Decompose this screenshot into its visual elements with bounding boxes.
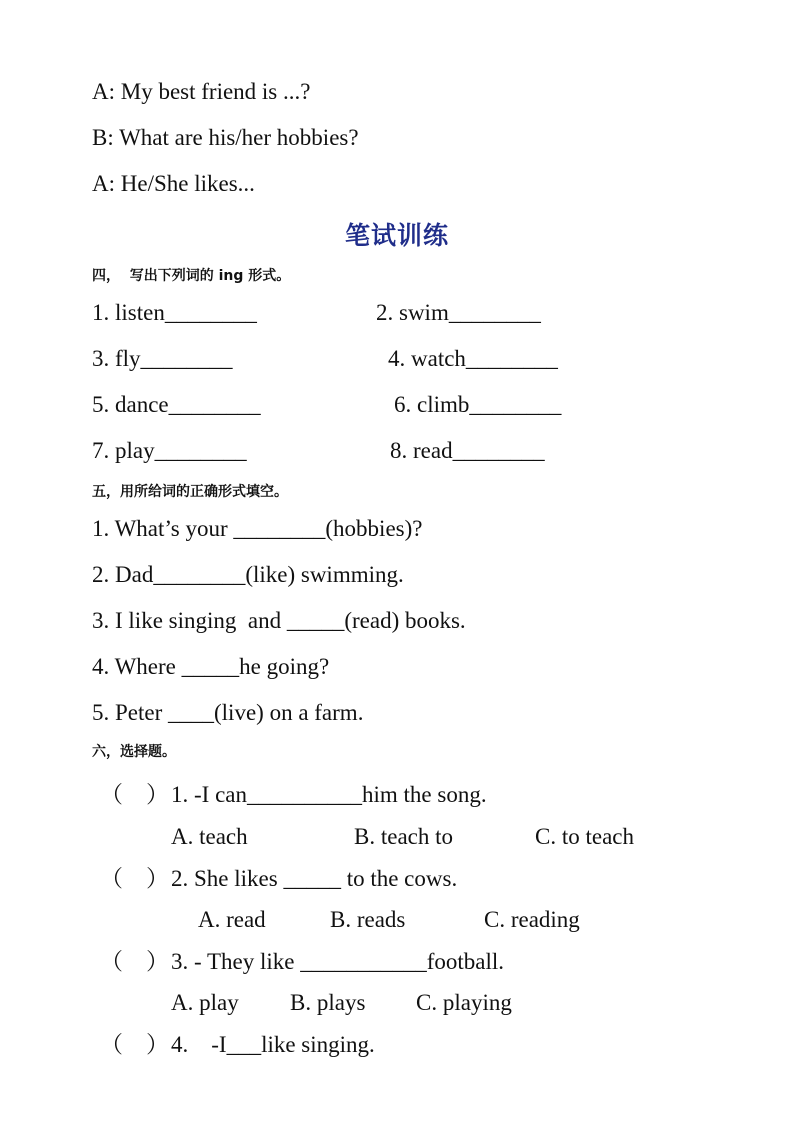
- question-1-option-b: B. teach to: [354, 824, 453, 849]
- section-5-heading: 五，用所给词的正确形式填空。: [92, 484, 288, 500]
- exercise-5-item-5: 5. Peter ____(live) on a farm.: [92, 700, 364, 725]
- dialogue-line-2: B: What are his/her hobbies?: [92, 125, 359, 150]
- question-1-option-a: A. teach: [171, 824, 248, 849]
- question-1-option-c: C. to teach: [535, 824, 634, 849]
- exercise-4-item-8: 8. read________: [390, 438, 545, 463]
- question-3-option-b: B. plays: [290, 990, 366, 1015]
- question-3-stem: 3. - They like ___________football.: [171, 949, 505, 974]
- section-4-heading: 四， 写出下列词的 ing 形式。: [92, 268, 291, 284]
- question-2-option-a: A. read: [198, 907, 266, 932]
- exercise-5-item-3: 3. I like singing and _____(read) books.: [92, 608, 466, 633]
- dialogue-line-3: A: He/She likes...: [92, 171, 255, 196]
- exercise-4-item-3: 3. fly________: [92, 346, 233, 371]
- exercise-4-item-4: 4. watch________: [388, 346, 558, 371]
- question-1-stem: 1. -I can__________him the song.: [171, 782, 487, 807]
- question-2-stem: 2. She likes _____ to the cows.: [171, 866, 458, 891]
- question-3-option-c: C. playing: [416, 990, 512, 1015]
- exercise-4-item-7: 7. play________: [92, 438, 247, 463]
- exercise-4-item-5: 5. dance________: [92, 392, 261, 417]
- question-3-option-a: A. play: [171, 990, 239, 1015]
- answer-bracket-3: （ ）: [100, 949, 169, 974]
- section-6-heading: 六，选择题。: [92, 744, 176, 760]
- question-2-option-c: C. reading: [484, 907, 580, 932]
- question-4-stem: 4. -I___like singing.: [171, 1032, 375, 1057]
- dialogue-line-1: A: My best friend is ...?: [92, 79, 311, 104]
- answer-bracket-2: （ ）: [100, 866, 169, 891]
- exercise-5-item-1: 1. What’s your ________(hobbies)?: [92, 516, 423, 541]
- question-2-option-b: B. reads: [330, 907, 406, 932]
- exercise-4-item-1: 1. listen________: [92, 300, 257, 325]
- exercise-4-item-6: 6. climb________: [394, 392, 562, 417]
- exercise-4-item-2: 2. swim________: [376, 300, 541, 325]
- answer-bracket-1: （ ）: [100, 782, 169, 807]
- exercise-5-item-2: 2. Dad________(like) swimming.: [92, 562, 404, 587]
- answer-bracket-4: （ ）: [100, 1032, 169, 1057]
- section-title: 笔试训练: [344, 221, 449, 250]
- exercise-5-item-4: 4. Where _____he going?: [92, 654, 330, 679]
